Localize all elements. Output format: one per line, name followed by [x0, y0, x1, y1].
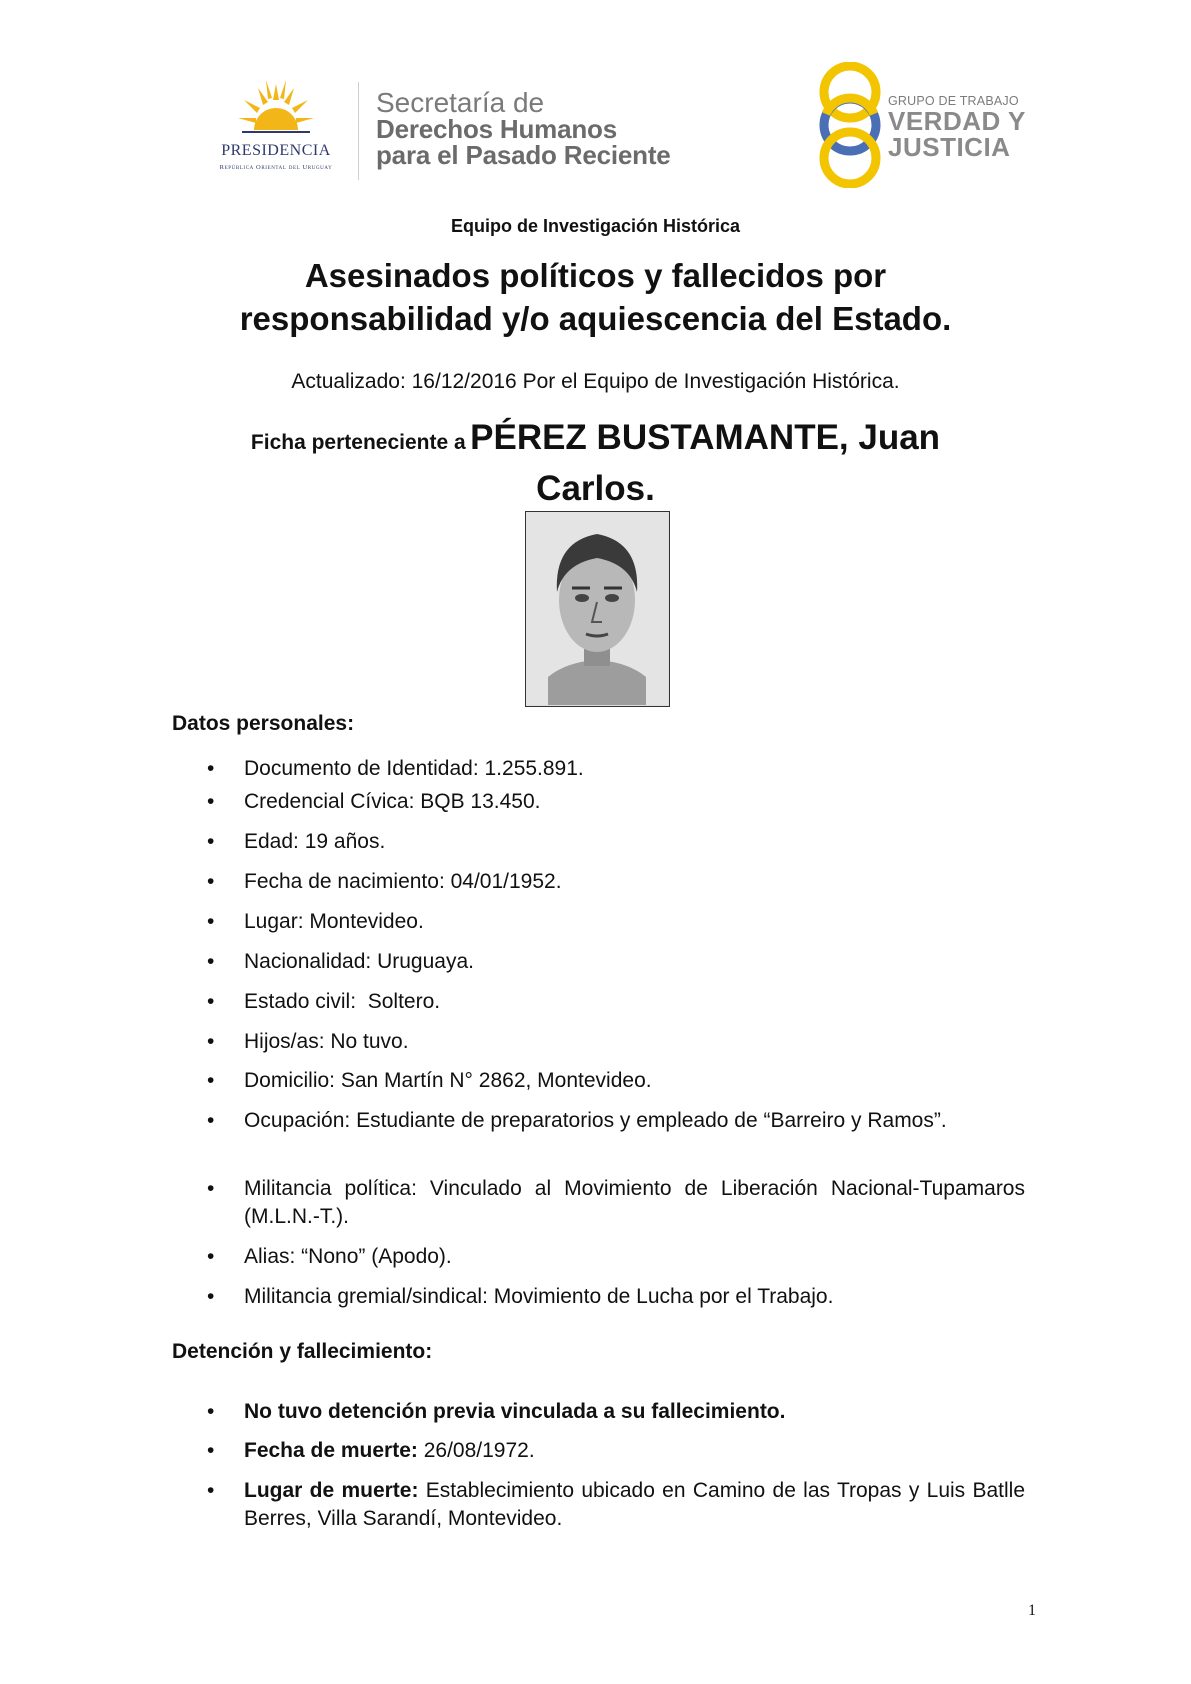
bullet-icon: •	[207, 1479, 215, 1502]
secretaria-line-1: Secretaría de	[376, 87, 545, 118]
list-item-text: Credencial Cívica: BQB 13.450.	[244, 790, 541, 813]
sun-emblem-icon	[236, 78, 316, 134]
gtvj-small-label: GRUPO DE TRABAJO	[888, 94, 1019, 108]
updated-line: Actualizado: 16/12/2016 Por el Equipo de Investigación Histórica.	[291, 370, 900, 393]
bullet-icon: •	[207, 1285, 215, 1308]
bullet-icon: •	[207, 757, 215, 780]
page-number: 1	[1028, 1602, 1036, 1619]
bullet-icon: •	[207, 1400, 215, 1423]
verdad-justicia-text	[888, 94, 1026, 160]
death-place-value: Establecimiento ubicado en Camino de las Tropas y Luis Batlle Berres, Villa Sarandí, Montevideo.	[244, 1479, 1025, 1530]
detention-item-bold: No tuvo detención previa vinculada a su fallecimiento.	[244, 1400, 786, 1423]
list-item-text: Militancia gremial/sindical: Movimiento de Lucha por el Trabajo.	[244, 1285, 834, 1308]
bullet-icon: •	[207, 950, 215, 973]
list-item-text: Ocupación: Estudiante de preparatorios y empleado de “Barreiro y Ramos”.	[244, 1109, 947, 1132]
team-label: Equipo de Investigación Histórica	[450, 216, 741, 236]
list-item-text	[244, 1398, 1025, 1426]
death-date-label: Fecha de muerte:	[244, 1439, 418, 1462]
bullet-icon: •	[207, 990, 215, 1013]
ficha-heading	[0, 416, 1191, 511]
list-item-text: Estado civil: Soltero.	[244, 990, 441, 1013]
personal-data-heading: Datos personales:	[172, 712, 355, 735]
death-place-label: Lugar de muerte:	[244, 1479, 419, 1502]
interlinked-rings-icon	[812, 62, 888, 188]
presidencia-name: PRESIDENCIA	[221, 142, 331, 159]
portrait-image	[526, 512, 668, 705]
presidencia-logo	[196, 78, 356, 178]
list-item-text: Militancia política: Vinculado al Movimiento de Liberación Nacional-Tupamaros (M.L.N.-T.).	[244, 1177, 1025, 1228]
death-date-value: 26/08/1972.	[417, 1439, 535, 1462]
detention-heading: Detención y fallecimiento:	[172, 1340, 433, 1363]
bullet-icon: •	[207, 1245, 215, 1268]
list-item-text: Fecha de nacimiento: 04/01/1952.	[244, 870, 562, 893]
presidencia-subtitle: República Oriental del Uruguay	[219, 164, 333, 171]
ficha-name-line-1: PÉREZ BUSTAMANTE, Juan	[470, 418, 941, 457]
bullet-icon: •	[207, 1030, 215, 1053]
bullet-icon: •	[207, 830, 215, 853]
list-item-text: Lugar: Montevideo.	[244, 910, 424, 933]
title-line-1: Asesinados políticos y fallecidos por	[304, 257, 887, 294]
bullet-icon: •	[207, 910, 215, 933]
bullet-icon: •	[207, 1439, 215, 1462]
list-item-text: Domicilio: San Martín N° 2862, Montevideo.	[244, 1069, 652, 1092]
list-item-text: Hijos/as: No tuvo.	[244, 1030, 409, 1053]
bullet-icon: •	[207, 870, 215, 893]
list-item-text: Nacionalidad: Uruguaya.	[244, 950, 474, 973]
gtvj-line-1: VERDAD Y	[888, 106, 1026, 136]
bullet-icon: •	[207, 1177, 215, 1200]
list-item-text: Edad: 19 años.	[244, 830, 386, 853]
bullet-icon: •	[207, 1109, 215, 1132]
list-item-text: Alias: “Nono” (Apodo).	[244, 1245, 452, 1268]
secretaria-logo-text	[376, 87, 671, 170]
ficha-name-line-2: Carlos.	[536, 469, 655, 508]
verdad-justicia-logo	[812, 62, 1032, 188]
list-item-text	[244, 1477, 1025, 1533]
ficha-prefix: Ficha perteneciente a	[250, 431, 466, 454]
document-title	[0, 254, 1191, 340]
bullet-icon: •	[207, 790, 215, 813]
secretaria-line-2: Derechos Humanos	[376, 114, 617, 144]
secretaria-line-3: para el Pasado Reciente	[376, 140, 671, 170]
bullet-icon: •	[207, 1069, 215, 1092]
gtvj-line-2: JUSTICIA	[888, 132, 1011, 162]
header-divider	[358, 82, 359, 180]
list-item-text	[244, 1437, 1025, 1465]
portrait-photo	[525, 511, 670, 707]
list-item-text: Documento de Identidad: 1.255.891.	[244, 757, 584, 780]
title-line-2: responsabilidad y/o aquiescencia del Estado.	[239, 300, 952, 337]
